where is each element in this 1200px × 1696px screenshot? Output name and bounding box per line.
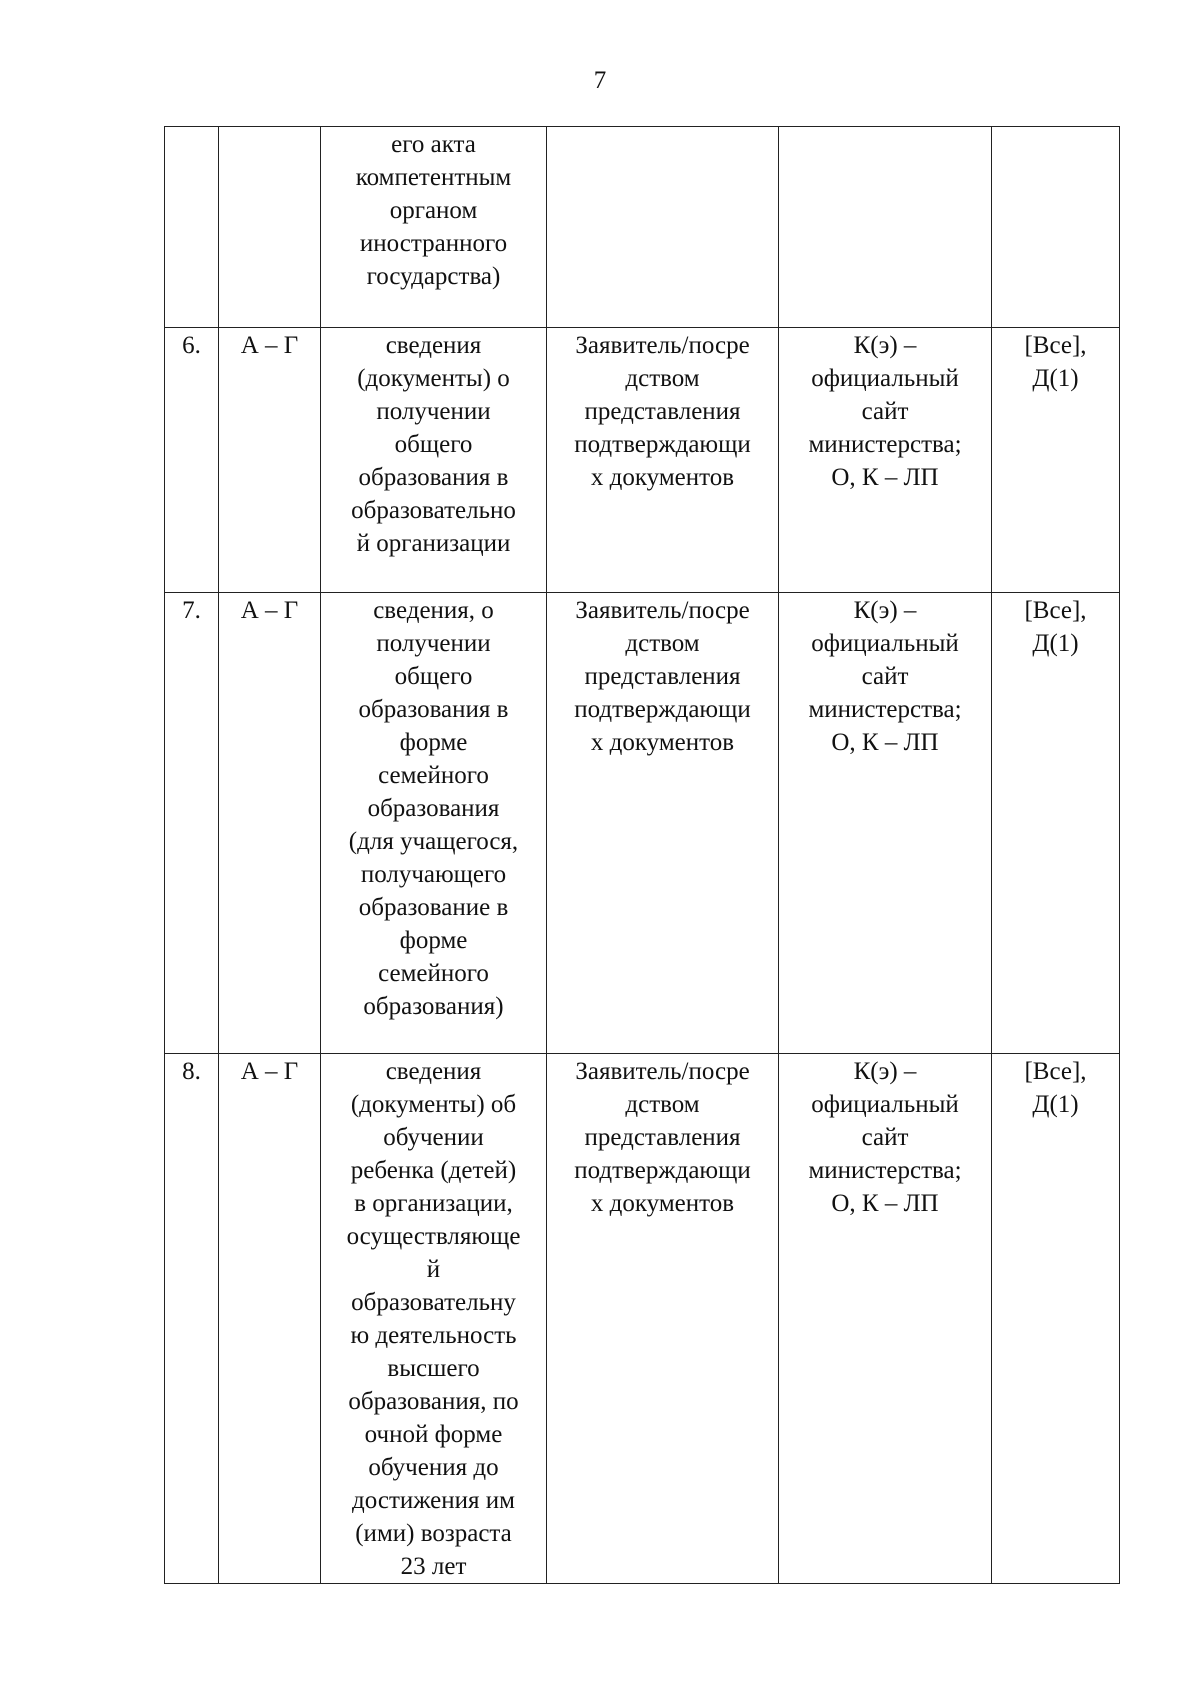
cell-line: общего (394, 431, 473, 458)
cell-line: государства) (366, 263, 501, 290)
cell-line: Заявитель/посре (575, 1058, 750, 1085)
cell-line: К(э) – (853, 597, 917, 624)
cell-line: (документы) о (357, 365, 510, 392)
cell-line: образовательну (351, 1289, 516, 1316)
cell-line: образования, по (348, 1388, 519, 1415)
cell-line: форме (399, 729, 468, 756)
cell-line: образования в (358, 696, 509, 723)
method-cell (779, 593, 992, 1054)
cell-line: 23 лет (400, 1553, 467, 1580)
method-cell (779, 127, 992, 328)
category-cell (219, 127, 321, 328)
row-number-cell: 6. (165, 328, 219, 593)
table-row (165, 1054, 1120, 1584)
cell-line: официальный (811, 365, 959, 392)
cell-line: достижения им (352, 1487, 515, 1514)
cell-line: образования (367, 795, 500, 822)
cell-line: компетентным (355, 164, 512, 191)
cell-line: министерства; (808, 696, 962, 723)
cell-line: в организации, (354, 1190, 513, 1217)
reference-cell (992, 127, 1120, 328)
cell-line: сайт (861, 398, 909, 425)
description-cell (321, 593, 547, 1054)
cell-line: семейного (378, 960, 489, 987)
cell-line: сайт (861, 1124, 909, 1151)
cell-line: образования в (358, 464, 509, 491)
cell-line: официальный (811, 1091, 959, 1118)
cell-line: К(э) – (853, 332, 917, 359)
cell-line: подтверждающи (574, 431, 751, 458)
cell-line: х документов (590, 464, 735, 491)
row-number-cell: 7. (165, 593, 219, 1054)
cell-line: й (426, 1256, 441, 1283)
cell-line: очной форме (364, 1421, 503, 1448)
cell-line: Д(1) (1032, 630, 1079, 657)
cell-line: официальный (811, 630, 959, 657)
reference-cell (992, 328, 1120, 593)
cell-line: высшего (387, 1355, 480, 1382)
cell-line: иностранного (359, 230, 508, 257)
cell-line: К(э) – (853, 1058, 917, 1085)
cell-line: общего (394, 663, 473, 690)
cell-line: ю деятельность (350, 1322, 517, 1349)
cell-line: сайт (861, 663, 909, 690)
source-cell (547, 127, 779, 328)
table-row (165, 328, 1120, 593)
cell-line: образовательно (351, 497, 516, 524)
cell-line: обучении (383, 1124, 484, 1151)
cell-line: его акта (391, 131, 476, 158)
source-cell (547, 328, 779, 593)
cell-line: х документов (590, 729, 735, 756)
cell-line: О, К – ЛП (831, 1190, 939, 1217)
cell-line: [Все], (1024, 1058, 1087, 1085)
method-cell (779, 328, 992, 593)
cell-line: (для учащегося, (348, 828, 519, 855)
cell-line: обучения до (368, 1454, 499, 1481)
cell-line: дством (625, 1091, 700, 1118)
cell-line: Д(1) (1032, 1091, 1079, 1118)
cell-line: министерства; (808, 431, 962, 458)
cell-line: сведения (385, 332, 482, 359)
cell-line: Заявитель/посре (575, 597, 750, 624)
description-cell (321, 1054, 547, 1584)
cell-line: (документы) об (350, 1091, 517, 1118)
description-cell (321, 328, 547, 593)
cell-line: министерства; (808, 1157, 962, 1184)
cell-line: получении (376, 630, 491, 657)
cell-line: подтверждающи (574, 1157, 751, 1184)
cell-line: х документов (590, 1190, 735, 1217)
reference-cell (992, 1054, 1120, 1584)
row-number-cell (165, 127, 219, 328)
cell-line: О, К – ЛП (831, 464, 939, 491)
cell-line: представления (584, 398, 741, 425)
cell-line: представления (584, 663, 741, 690)
cell-line: сведения, о (373, 597, 494, 624)
cell-line: й организации (356, 530, 511, 557)
cell-line: О, К – ЛП (831, 729, 939, 756)
table-row (165, 593, 1120, 1054)
cell-line: осуществляюще (346, 1223, 521, 1250)
cell-line: семейного (378, 762, 489, 789)
description-cell (321, 127, 547, 328)
cell-line: получающего (360, 861, 507, 888)
documents-table (164, 126, 1120, 1584)
row-number-cell: 8. (165, 1054, 219, 1584)
source-cell (547, 1054, 779, 1584)
category-cell: А – Г (219, 328, 321, 593)
cell-line: форме (399, 927, 468, 954)
cell-line: сведения (385, 1058, 482, 1085)
source-cell (547, 593, 779, 1054)
table-row (165, 127, 1120, 328)
category-cell: А – Г (219, 1054, 321, 1584)
reference-cell (992, 593, 1120, 1054)
cell-line: дством (625, 630, 700, 657)
cell-line: подтверждающи (574, 696, 751, 723)
cell-line: органом (389, 197, 478, 224)
cell-line: Д(1) (1032, 365, 1079, 392)
cell-line: [Все], (1024, 332, 1087, 359)
page-number: 7 (593, 67, 607, 94)
cell-line: [Все], (1024, 597, 1087, 624)
method-cell (779, 1054, 992, 1584)
cell-line: Заявитель/посре (575, 332, 750, 359)
cell-line: образование в (358, 894, 509, 921)
cell-line: дством (625, 365, 700, 392)
cell-line: (ими) возраста (355, 1520, 512, 1547)
cell-line: ребенка (детей) (350, 1157, 517, 1184)
cell-line: образования) (363, 993, 504, 1020)
cell-line: представления (584, 1124, 741, 1151)
category-cell: А – Г (219, 593, 321, 1054)
cell-line: получении (376, 398, 491, 425)
